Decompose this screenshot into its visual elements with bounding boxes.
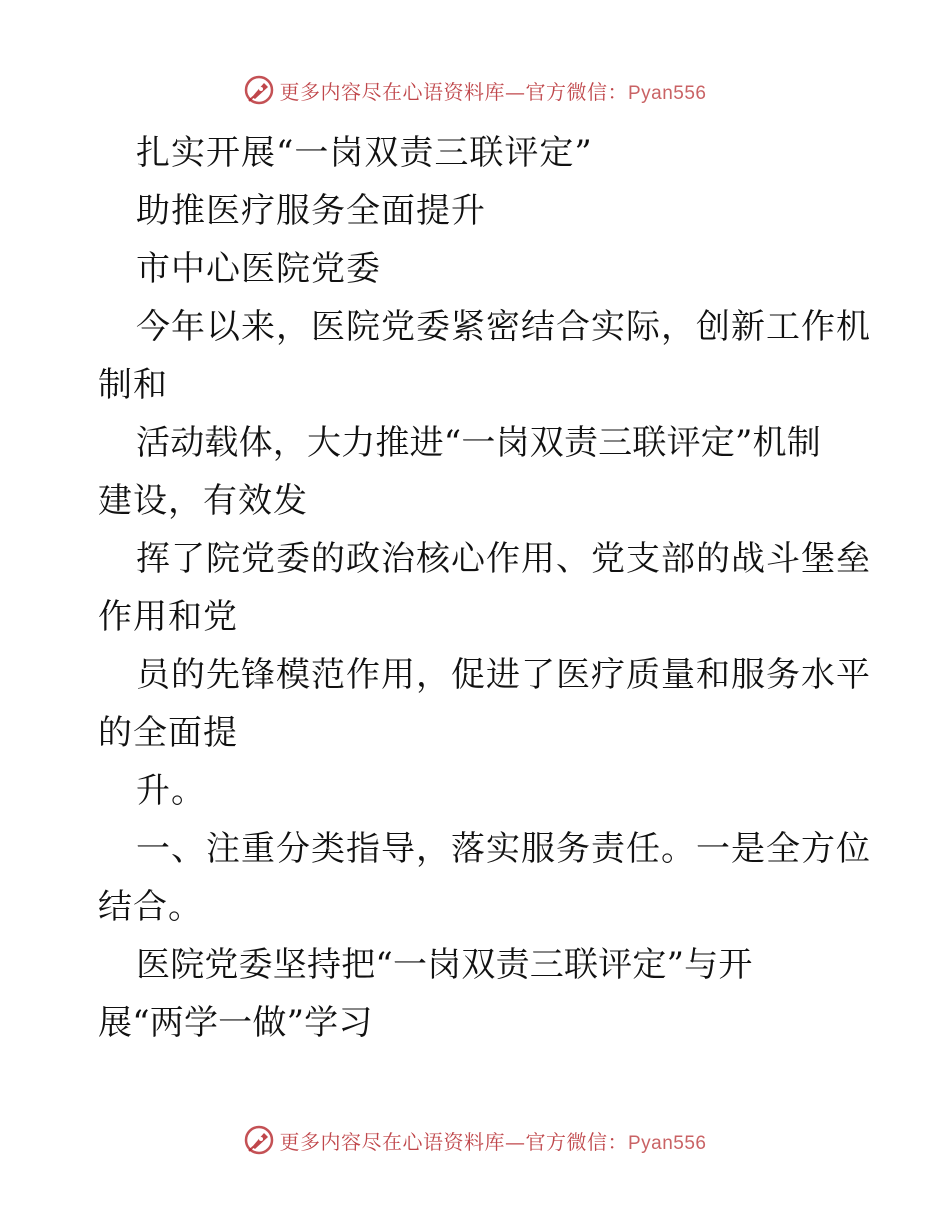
- paragraph-line: 建设，有效发: [98, 481, 308, 521]
- header-banner-text: [279, 76, 706, 105]
- header-watermark-banner: [0, 70, 950, 110]
- paragraph-line: 员的先锋模范作用，促进了医疗质量和服务水平: [136, 655, 871, 695]
- paragraph-line: 活动载体，大力推进“一岗双责三联评定”机制: [136, 423, 821, 463]
- paragraph-line: 挥了院党委的政治核心作用、党支部的战斗堡垒: [136, 539, 871, 579]
- paragraph-line: 作用和党: [98, 597, 238, 637]
- footer-banner-text: [279, 1126, 706, 1155]
- paragraph-line: 结合。: [98, 887, 203, 927]
- header-wechat-id: Pyan556: [627, 82, 707, 104]
- doc-subtitle-line: 助推医疗服务全面提升: [136, 191, 486, 231]
- paragraph-line: 医院党委坚持把“一岗双责三联评定”与开: [136, 945, 753, 985]
- footer-wechat-id: Pyan556: [627, 1132, 707, 1154]
- pen-nib-logo-icon: [243, 74, 275, 106]
- paragraph-line: 展“两学一做”学习: [98, 1003, 373, 1043]
- doc-author-line: 市中心医院党委: [136, 249, 381, 289]
- footer-watermark-banner: [0, 1120, 950, 1160]
- doc-title-line: 扎实开展“一岗双责三联评定”: [136, 133, 593, 173]
- pen-nib-logo-icon: [243, 1124, 275, 1156]
- paragraph-line: 升。: [136, 771, 206, 811]
- document-body: [98, 124, 871, 1052]
- header-banner-label: 更多内容尽在心语资料库—官方微信：: [279, 79, 628, 104]
- paragraph-line: 制和: [98, 365, 168, 405]
- section-heading-line: 一、注重分类指导，落实服务责任。一是全方位: [136, 829, 871, 869]
- paragraph-line: 的全面提: [98, 713, 238, 753]
- footer-banner-label: 更多内容尽在心语资料库—官方微信：: [279, 1129, 628, 1154]
- paragraph-line: 今年以来，医院党委紧密结合实际，创新工作机: [136, 307, 871, 347]
